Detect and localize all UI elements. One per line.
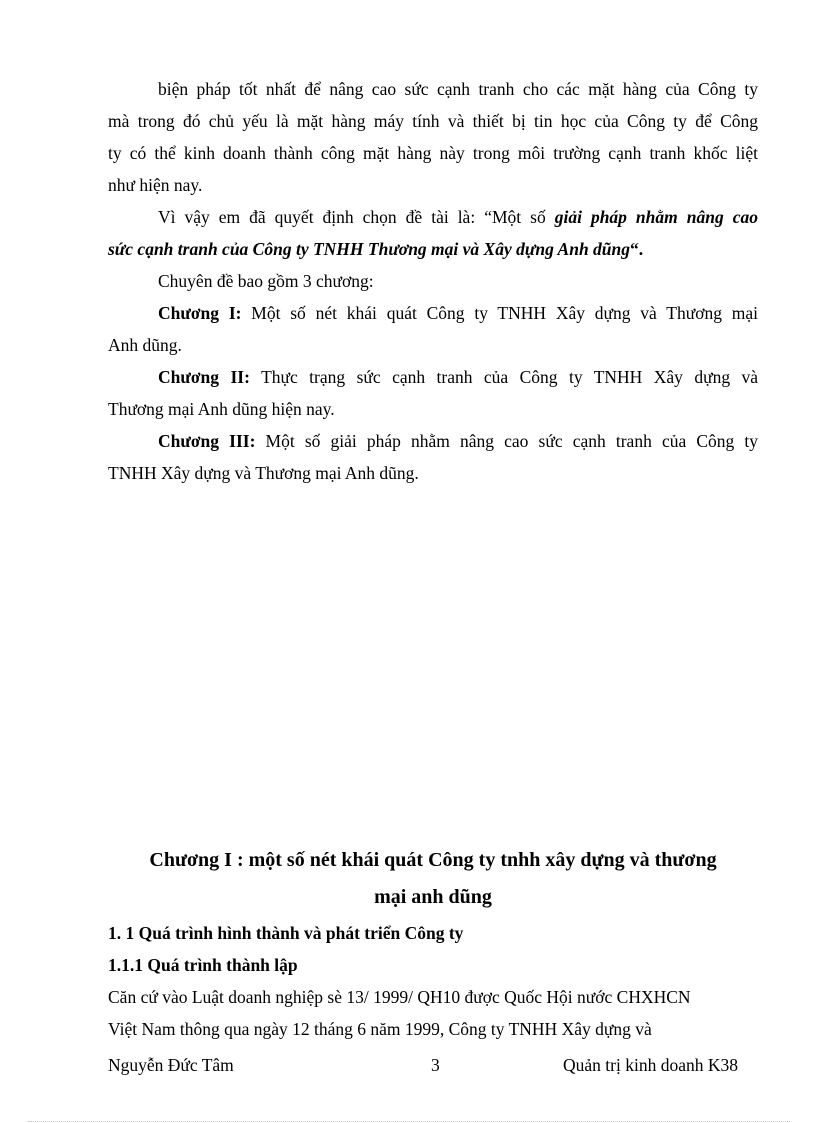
chapter-3-text: Một số giải pháp nhằm nâng cao sức cạnh tranh của Công ty [265,431,758,451]
chapter-heading-line-2: mại anh dũng [374,886,492,908]
chapter-1-label: Chương I: [158,303,242,323]
chapter-3-line-1 [158,430,758,452]
chapter-1-text: Một số nét khái quát Công ty TNHH Xây dựng và Thương mại [251,303,758,323]
chapter-2-label: Chương II: [158,367,250,387]
footer-page-number: 3 [431,1055,440,1075]
chapter-heading-line-1: Chương I : một số nét khái quát Công ty tnhh xây dựng và thương [149,849,717,871]
chapter-1-line-2: Anh dũng. [108,335,182,355]
intro-line-2: mà trong đó chủ yếu là mặt hàng máy tính và thiết bị tin học của Công ty để Công [108,111,758,131]
section-heading-1-1: 1. 1 Quá trình hình thành và phát triển Công ty [108,923,464,943]
footer-author: Nguyễn Đức Tâm [108,1055,234,1075]
topic-suffix: “. [630,239,644,259]
intro-line-3: ty có thể kinh doanh thành công mặt hàng này trong môi trường cạnh tranh khốc liệt [108,143,758,163]
topic-line-2 [108,238,758,260]
footer-course: Quản trị kinh doanh K38 [563,1055,738,1075]
chapter-2-line-1 [158,366,758,388]
section-heading-1-1-1: 1.1.1 Quá trình thành lập [108,955,298,975]
body-line-2: Việt Nam thông qua ngày 12 tháng 6 năm 1999, Công ty TNHH Xây dựng và [108,1019,652,1039]
intro-line-1: biện pháp tốt nhất để nâng cao sức cạnh tranh cho các mặt hàng của Công ty [158,79,758,99]
chapter-3-label: Chương III: [158,431,256,451]
topic-prefix: Vì vậy em đã quyết định chọn đề tài là: “Một số [158,207,546,227]
chapter-2-line-2: Thương mại Anh dũng hiện nay. [108,399,335,419]
topic-title-part-1: giải pháp nhằm nâng cao [554,207,758,227]
chapter-3-line-2: TNHH Xây dựng và Thương mại Anh dũng. [108,463,419,483]
body-line-1: Căn cứ vào Luật doanh nghiệp sè 13/ 1999/ QH10 được Quốc Hội nước CHXHCN [108,987,691,1007]
page-bottom-divider [28,1121,790,1122]
chapters-intro: Chuyên đề bao gồm 3 chương: [158,271,374,291]
topic-title-part-2: sức cạnh tranh của Công ty TNHH Thương mại và Xây dựng Anh dũng [108,239,631,259]
chapter-2-text: Thực trạng sức cạnh tranh của Công ty TNHH Xây dựng và [261,367,759,387]
topic-line-1 [158,206,758,228]
intro-line-4: như hiện nay. [108,175,203,195]
chapter-1-line-1 [158,302,758,324]
